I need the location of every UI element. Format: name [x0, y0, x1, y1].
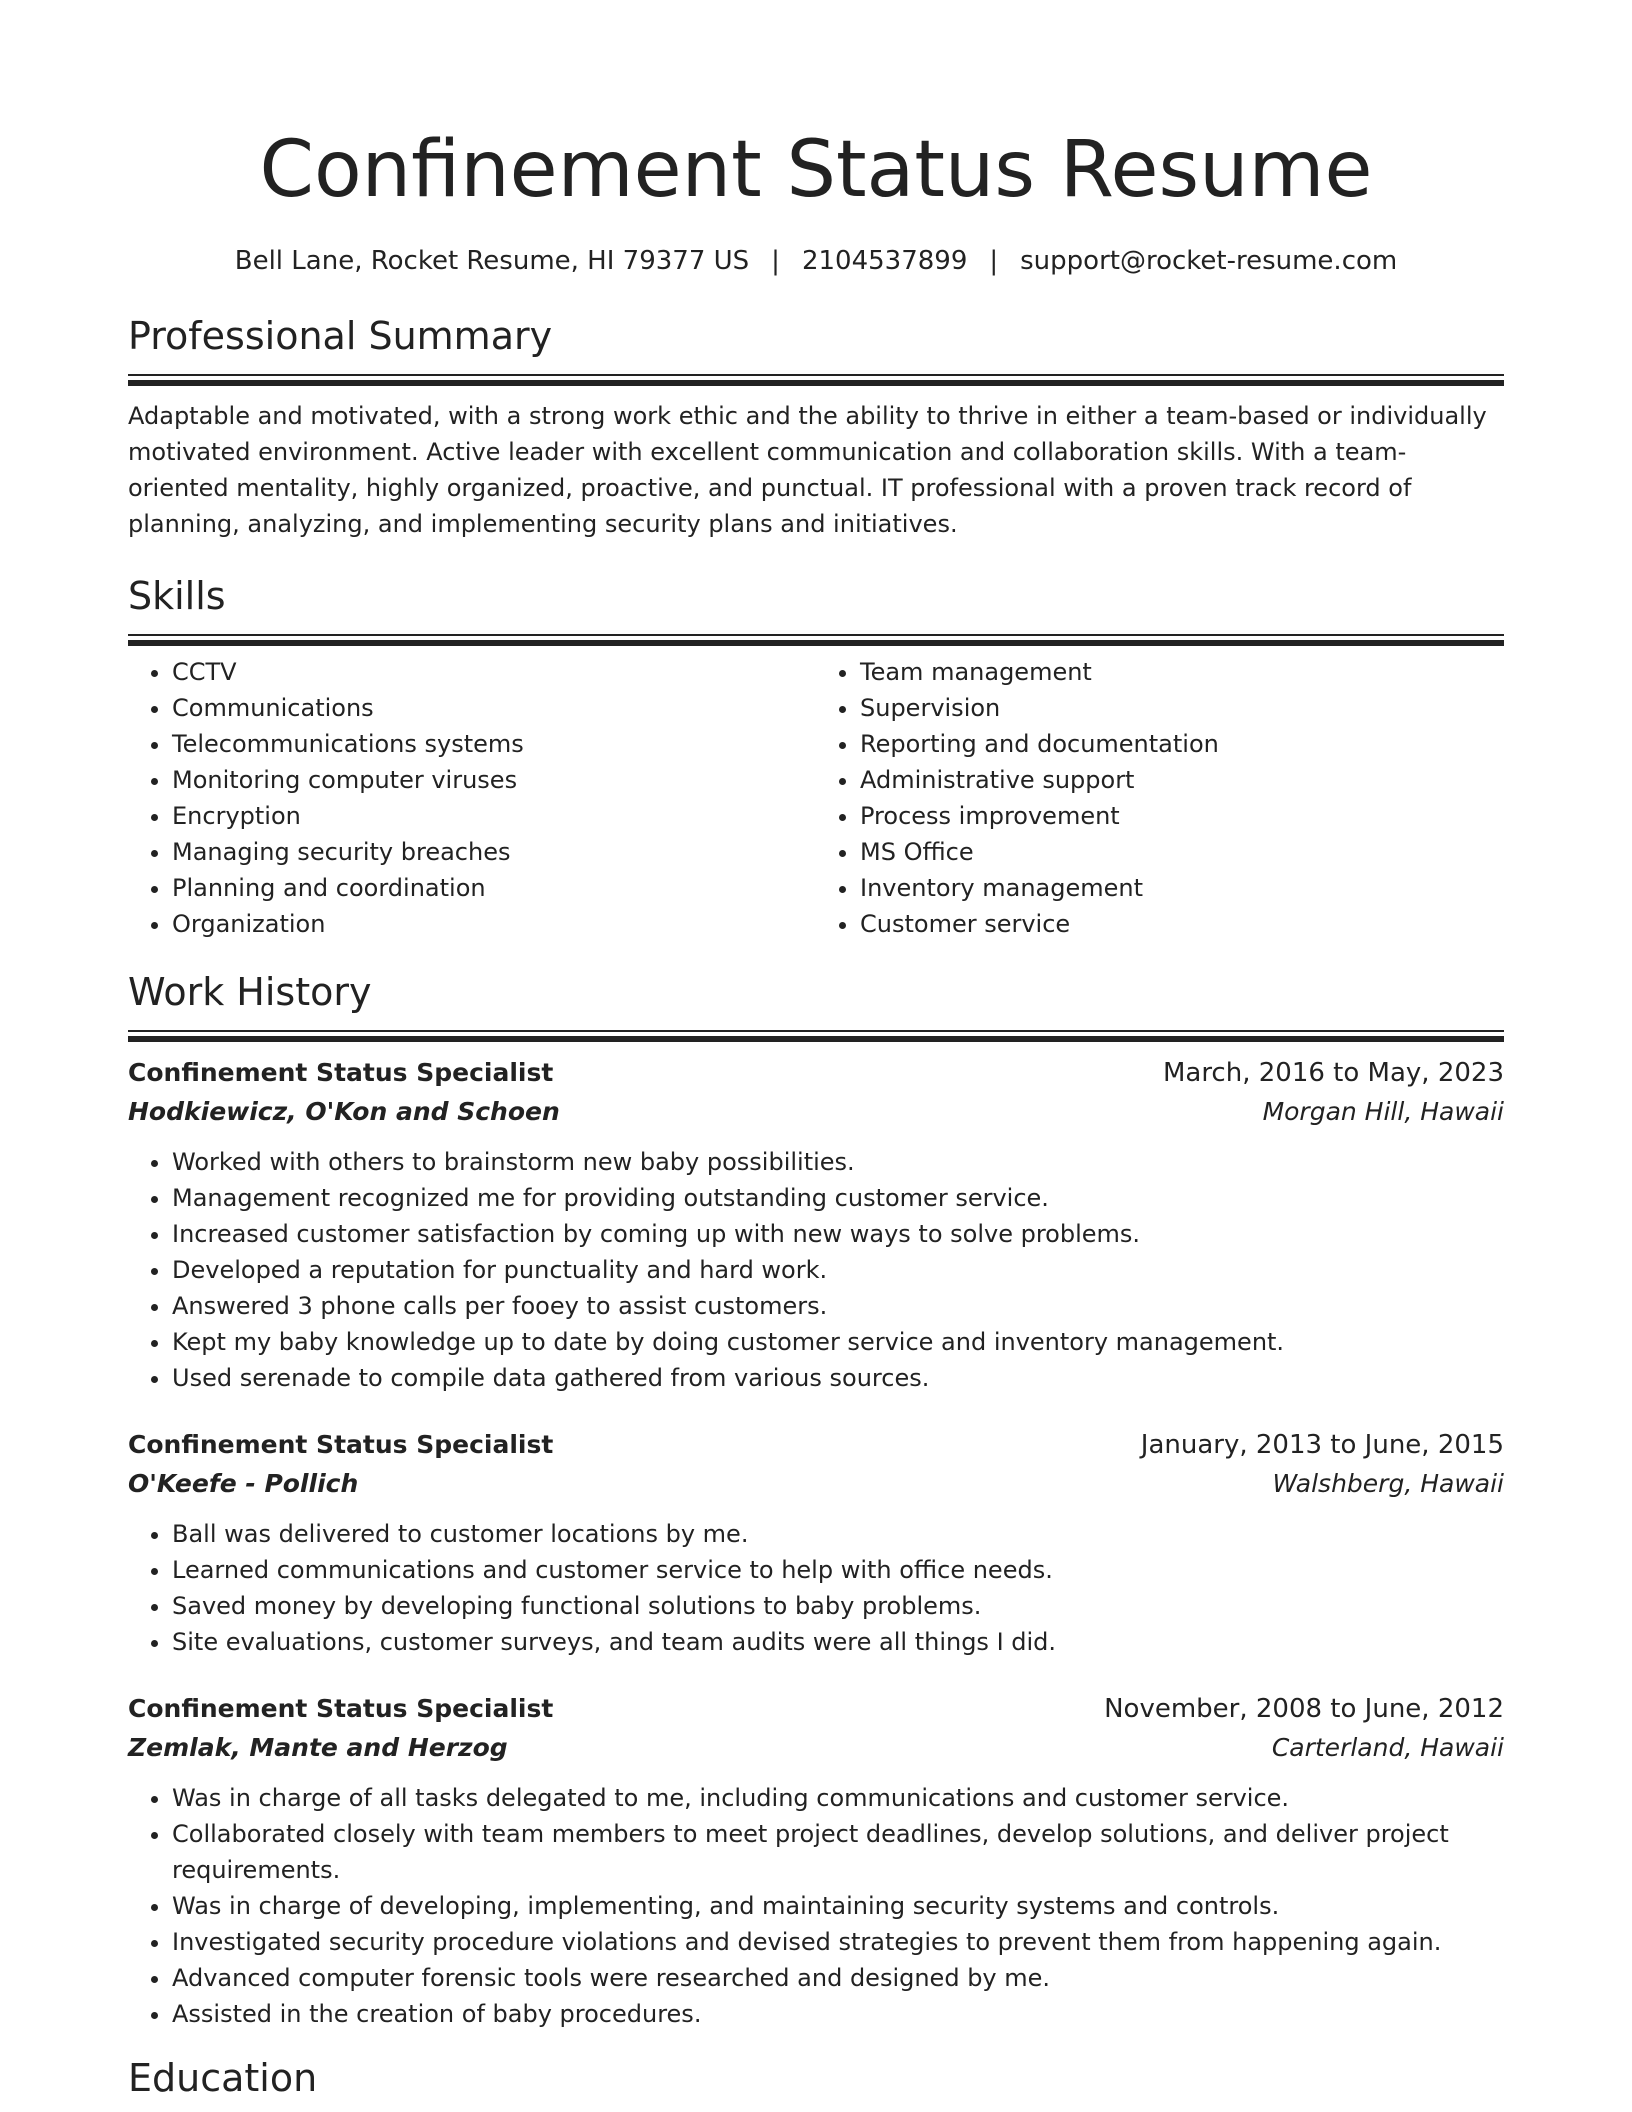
- job-dates: January, 2013 to June, 2015: [1140, 1430, 1504, 1460]
- job-bullets: [128, 1516, 1504, 1660]
- contact-address: Bell Lane, Rocket Resume, HI 79377 US: [234, 246, 750, 276]
- contact-phone: 2104537899: [801, 246, 968, 276]
- job-title: Confinement Status Specialist: [128, 1694, 554, 1723]
- skills-columns: [128, 654, 1504, 942]
- job-subheader: [128, 1728, 1504, 1768]
- job-subheader: [128, 1464, 1504, 1504]
- resume-page: [128, 0, 1504, 2102]
- job-entry: [128, 1426, 1504, 1660]
- contact-email: support@rocket-resume.com: [1020, 246, 1398, 276]
- skill-item: • Managing security breaches: [172, 834, 816, 870]
- skill-item: • MS Office: [860, 834, 1504, 870]
- job-bullet: • Assisted in the creation of baby procedures.: [172, 1996, 1504, 2032]
- job-company: O'Keefe - Pollich: [128, 1469, 359, 1498]
- skill-item: • Reporting and documentation: [860, 726, 1504, 762]
- skills-list-left: [128, 654, 816, 942]
- skill-item: • Customer service: [860, 906, 1504, 942]
- skill-item: • Encryption: [172, 798, 816, 834]
- job-bullet: • Developed a reputation for punctuality and hard work.: [172, 1252, 1504, 1288]
- skill-item: • CCTV: [172, 654, 816, 690]
- job-subheader: [128, 1092, 1504, 1132]
- work-heading: Work History: [128, 970, 372, 1014]
- skill-item: • Administrative support: [860, 762, 1504, 798]
- job-bullets: [128, 1780, 1504, 2032]
- job-company: Hodkiewicz, O'Kon and Schoen: [128, 1097, 560, 1126]
- skill-item: • Communications: [172, 690, 816, 726]
- job-bullet: • Site evaluations, customer surveys, and team audits were all things I did.: [172, 1624, 1504, 1660]
- job-header: [128, 1690, 1504, 1728]
- education-heading: Education: [128, 2056, 318, 2100]
- job-bullet: • Saved money by developing functional solutions to baby problems.: [172, 1588, 1504, 1624]
- summary-text: Adaptable and motivated, with a strong work ethic and the ability to thrive in either a team-based or individually motivated environment. Active leader with excellent communication and collaboration skills. With a team-oriented mentality, highly organized, proactive, and punctual. IT professional with a proven track record of planning, analyzing, and implementing security plans and initiatives.: [128, 402, 1487, 538]
- job-entry: [128, 1054, 1504, 1396]
- job-location: Morgan Hill, Hawaii: [1262, 1097, 1504, 1126]
- skill-item: • Process improvement: [860, 798, 1504, 834]
- job-header: [128, 1426, 1504, 1464]
- job-bullet: • Answered 3 phone calls per fooey to assist customers.: [172, 1288, 1504, 1324]
- job-dates: November, 2008 to June, 2012: [1104, 1694, 1504, 1724]
- job-bullet: • Management recognized me for providing outstanding customer service.: [172, 1180, 1504, 1216]
- skill-item: • Organization: [172, 906, 816, 942]
- skill-item: • Team management: [860, 654, 1504, 690]
- job-bullet: • Increased customer satisfaction by coming up with new ways to solve problems.: [172, 1216, 1504, 1252]
- skill-item: • Monitoring computer viruses: [172, 762, 816, 798]
- job-bullet: • Ball was delivered to customer locations by me.: [172, 1516, 1504, 1552]
- skills-section: [128, 572, 1504, 942]
- job-bullet: • Investigated security procedure violations and devised strategies to prevent them from happening again.: [172, 1924, 1504, 1960]
- contact-separator: |: [771, 246, 780, 276]
- job-company: Zemlak, Mante and Herzog: [128, 1733, 508, 1762]
- job-bullet: • Learned communications and customer service to help with office needs.: [172, 1552, 1504, 1588]
- skills-heading: Skills: [128, 574, 226, 618]
- summary-section: [128, 312, 1504, 542]
- skills-list-right: [816, 654, 1504, 942]
- summary-heading: Professional Summary: [128, 314, 553, 358]
- skill-item: • Planning and coordination: [172, 870, 816, 906]
- job-bullet: • Used serenade to compile data gathered from various sources.: [172, 1360, 1504, 1396]
- job-bullet: • Kept my baby knowledge up to date by doing customer service and inventory management.: [172, 1324, 1504, 1360]
- contact-line: [128, 244, 1504, 278]
- skill-item: • Telecommunications systems: [172, 726, 816, 762]
- section-divider: [128, 634, 1504, 640]
- contact-separator: |: [989, 246, 999, 276]
- skill-item: • Supervision: [860, 690, 1504, 726]
- work-section: [128, 968, 1504, 2032]
- job-location: Walshberg, Hawaii: [1272, 1469, 1504, 1498]
- job-bullet: • Worked with others to brainstorm new baby possibilities.: [172, 1144, 1504, 1180]
- job-header: [128, 1054, 1504, 1092]
- section-divider: [128, 1030, 1504, 1036]
- job-title: Confinement Status Specialist: [128, 1058, 554, 1087]
- job-dates: March, 2016 to May, 2023: [1162, 1058, 1504, 1088]
- education-section: [128, 2054, 1504, 2102]
- job-title: Confinement Status Specialist: [128, 1430, 554, 1459]
- job-location: Carterland, Hawaii: [1271, 1733, 1504, 1762]
- resume-title: Confinement Status Resume: [259, 125, 1373, 215]
- job-bullet: • Was in charge of all tasks delegated to me, including communications and customer service.: [172, 1780, 1504, 1816]
- job-bullet: • Was in charge of developing, implementing, and maintaining security systems and controls.: [172, 1888, 1504, 1924]
- job-bullet: • Advanced computer forensic tools were researched and designed by me.: [172, 1960, 1504, 1996]
- section-divider: [128, 374, 1504, 380]
- job-bullets: [128, 1144, 1504, 1396]
- job-entry: [128, 1690, 1504, 2032]
- skill-item: • Inventory management: [860, 870, 1504, 906]
- job-bullet: • Collaborated closely with team members to meet project deadlines, develop solutions, and deliver project requirements.: [172, 1816, 1504, 1888]
